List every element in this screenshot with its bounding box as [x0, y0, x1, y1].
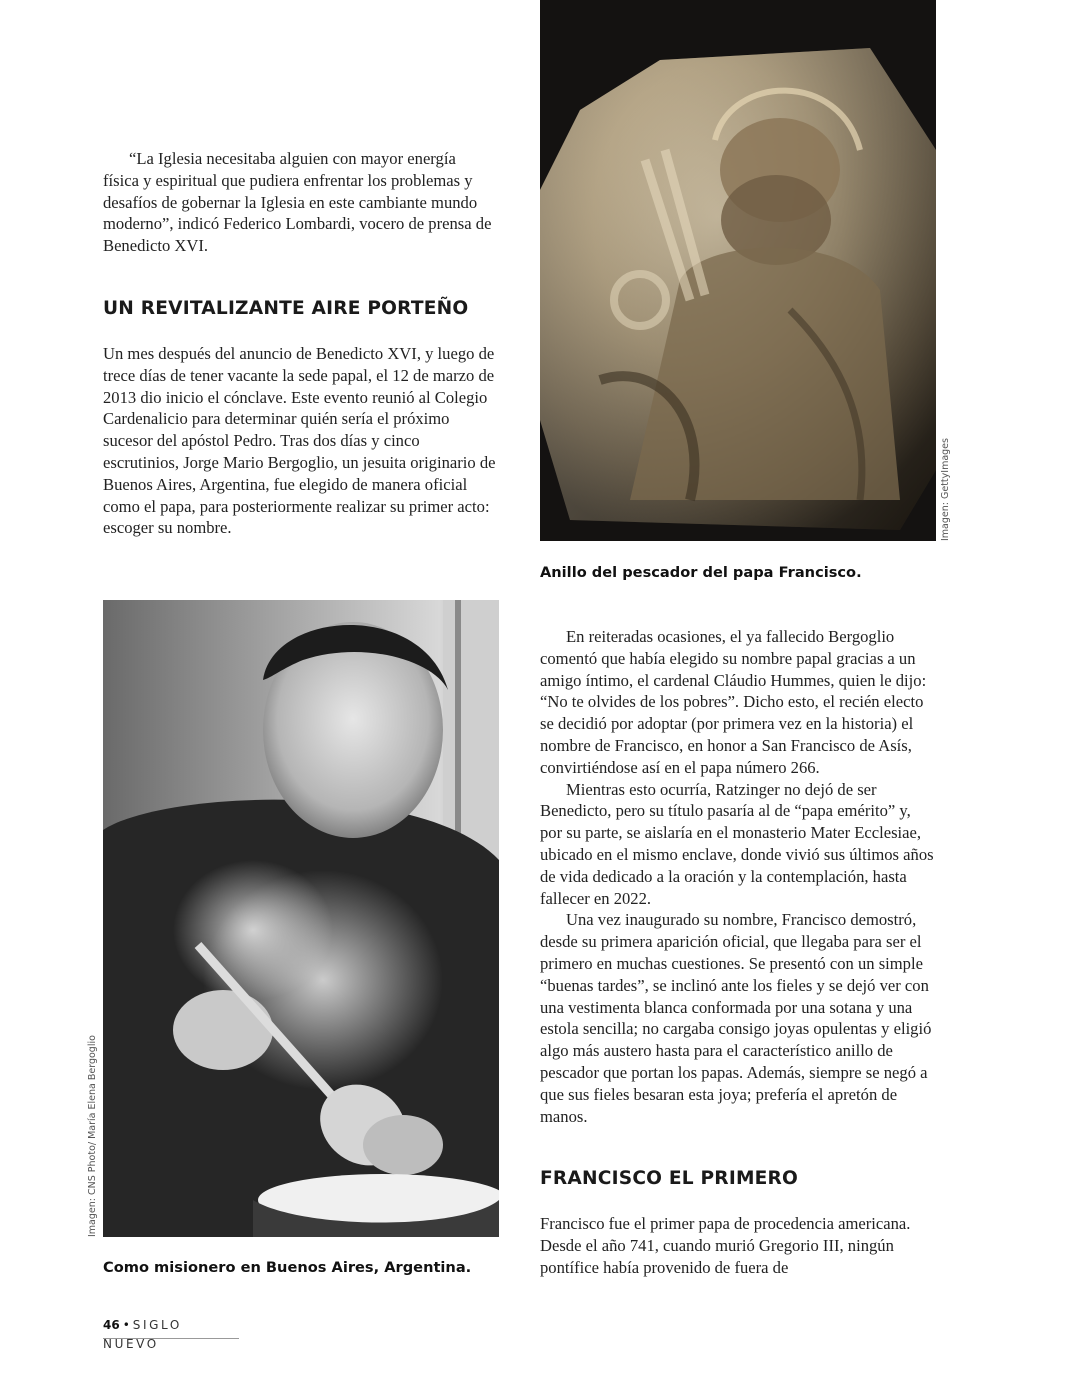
section-2-paragraph: Francisco fue el primer papa de procedencia americana. Desde el año 741, cuando murió Gregorio III, ningún pontífice había provenido de fuera de	[540, 1214, 911, 1277]
column-2-paragraph-2: Mientras esto ocurría, Ratzinger no dejó de ser Benedicto, pero su título pasaría al de “papa emérito” y, por su parte, se aislaría en el monasterio Mater Ecclesiae, ubicado en el mismo enclave, donde vivió sus últimos años de vida dedicado a la oración y la contemplación, hasta fallecer en 2022.	[540, 779, 934, 908]
intro-paragraph: Un mes después del anuncio de Benedicto XVI, y luego de trece días de tener vacante la sede papal, el 12 de marzo de 2013 dio inicio el cónclave. Este evento reunió al Colegio Cardenalicio para determinar quién sería el próximo sucesor del apóstol Pedro. Tras dos días y cinco escrutinios, Jorge Mario Bergoglio, un jesuita originario de Buenos Aires, Argentina, fue elegido de manera oficial como el papa, para posteriormente realizar su primer acto: escoger su nombre.	[103, 344, 496, 538]
ring-illustration	[540, 0, 936, 541]
footer-separator: •	[122, 1318, 130, 1332]
column-2-block	[540, 626, 936, 1127]
magazine-name: SIGLO NUEVO	[103, 1318, 182, 1351]
page-footer	[103, 1314, 239, 1351]
quote-paragraph: “La Iglesia necesitaba alguien con mayor energía física y espiritual que pudiera enfrentar los problemas y desafíos de gobernar la Iglesia en este cambiante mundo moderno”, indicó Federico Lombardi, vocero de prensa de Benedicto XVI.	[103, 149, 492, 256]
bergoglio-photo	[103, 600, 499, 1237]
ring-photo	[540, 0, 936, 541]
section-2-block	[540, 1213, 936, 1278]
bergoglio-illustration	[103, 600, 499, 1237]
intro-block	[103, 343, 499, 539]
ring-photo-caption: Anillo del pescador del papa Francisco.	[540, 564, 862, 581]
page-number: 46	[103, 1318, 120, 1332]
bergoglio-photo-credit: Imagen: CNS Photo/ María Elena Bergoglio	[87, 1035, 98, 1237]
section-heading-francisco-el-primero: FRANCISCO EL PRIMERO	[540, 1168, 799, 1189]
bergoglio-photo-caption: Como misionero en Buenos Aires, Argentina.	[103, 1259, 472, 1276]
ring-photo-credit: Imagen: GettyImages	[940, 438, 951, 541]
column-2-paragraph-3: Una vez inaugurado su nombre, Francisco demostró, desde su primera aparición oficial, que llegaba para ser el primero en muchas cuestiones. Se presentó con un simple “buenas tardes”, se inclinó ante los fieles y se dejó ver con una vestimenta blanca conformada por una sotana y una estola sencilla; no cargaba consigo joyas opulentas y eligió algo más austero hasta para el característico anillo de pescador que portan los papas. Además, siempre se negó a que sus fieles besaran esta joya; prefería el apretón de manos.	[540, 910, 932, 1126]
section-heading-revitalizante: UN REVITALIZANTE AIRE PORTEÑO	[103, 298, 469, 319]
column-2-paragraph-1: En reiteradas ocasiones, el ya fallecido Bergoglio comentó que había elegido su nombre papal gracias a un amigo íntimo, el cardenal Cláudio Hummes, quien le dijo: “No te olvides de los pobres”. Dicho esto, el recién electo se decidió por adoptar (por primera vez en la historia) el nombre de Francisco, en honor a San Francisco de Asís, convirtiéndose así en el papa número 266.	[540, 627, 927, 777]
quote-block	[103, 148, 495, 257]
